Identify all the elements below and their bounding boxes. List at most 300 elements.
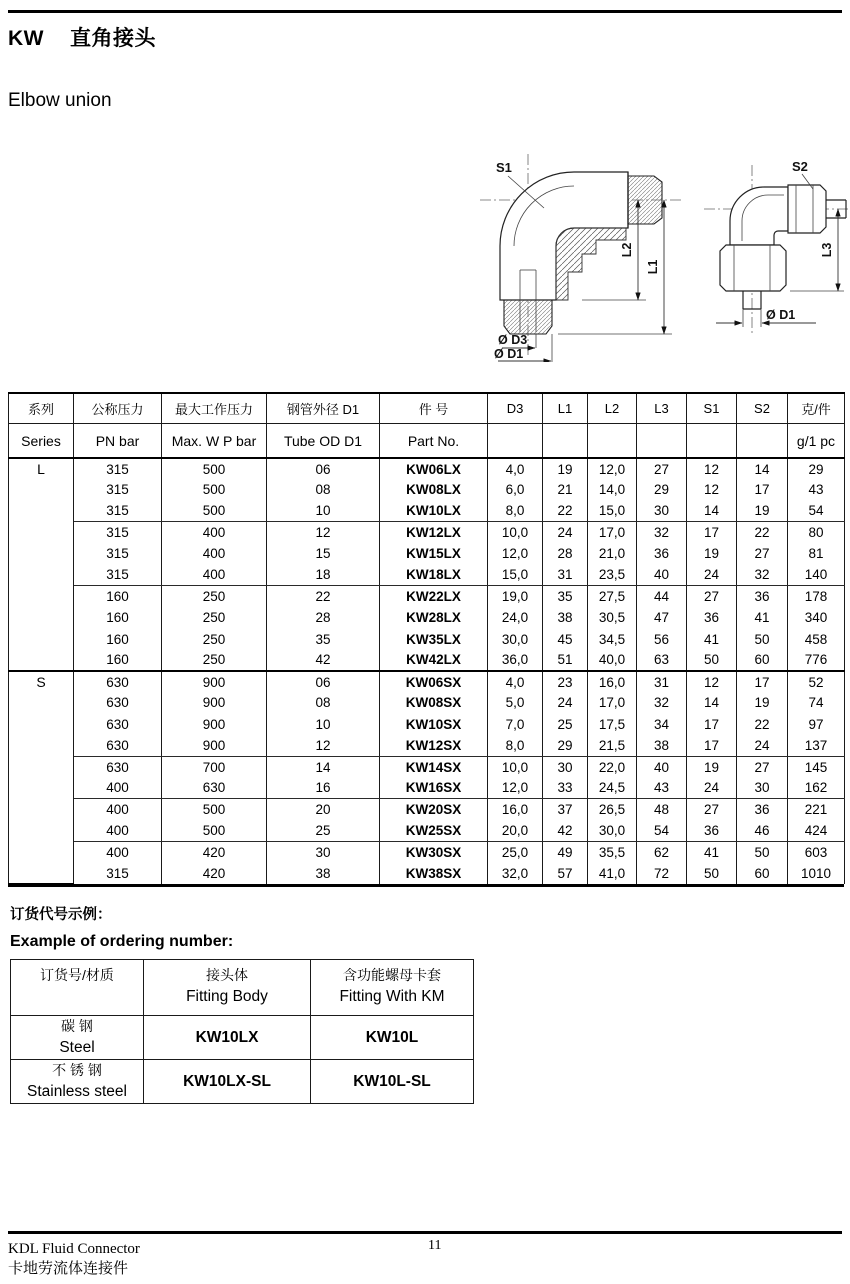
- spec-value-cell: 29: [543, 735, 588, 756]
- spec-value-cell: 5,0: [488, 692, 543, 713]
- spec-value-cell: 27: [687, 799, 737, 820]
- part-no-cell: KW08SX: [380, 692, 488, 713]
- col-maxwp-zh: 最大工作压力: [162, 393, 267, 424]
- material-cell: [11, 1016, 144, 1060]
- spec-value-cell: 38: [543, 607, 588, 628]
- spec-table: [8, 392, 845, 885]
- spec-value-cell: 42: [543, 820, 588, 841]
- col-pn-zh: 公称压力: [74, 393, 162, 424]
- spec-value-cell: 45: [543, 628, 588, 649]
- col-l1-en: [543, 424, 588, 459]
- spec-row: [9, 671, 845, 692]
- spec-value-cell: 14: [687, 501, 737, 522]
- spec-value-cell: 250: [162, 650, 267, 671]
- elbow-assembly-drawing: [700, 157, 850, 339]
- elbow-body-outline: [730, 187, 788, 245]
- fitting-body-cell: KW10LX: [144, 1016, 311, 1060]
- spec-value-cell: 12: [687, 671, 737, 692]
- spec-value-cell: 29: [788, 458, 845, 479]
- spec-value-cell: 14: [687, 692, 737, 713]
- spec-value-cell: 49: [543, 841, 588, 862]
- spec-value-cell: 35: [267, 628, 380, 649]
- spec-value-cell: 80: [788, 522, 845, 543]
- label-d1: Ø D1: [494, 347, 524, 361]
- elbow-section-drawing: [478, 150, 690, 362]
- spec-row: [9, 692, 845, 713]
- part-no-cell: KW15LX: [380, 543, 488, 564]
- spec-row: [9, 735, 845, 756]
- spec-value-cell: 24: [543, 692, 588, 713]
- spec-row: [9, 479, 845, 500]
- spec-value-cell: 27: [637, 458, 687, 479]
- spec-value-cell: 21,0: [588, 543, 637, 564]
- spec-value-cell: 40,0: [588, 650, 637, 671]
- page-number: 11: [428, 1238, 442, 1253]
- spec-value-cell: 27: [737, 543, 788, 564]
- spec-value-cell: 776: [788, 650, 845, 671]
- spec-value-cell: 50: [737, 841, 788, 862]
- spec-value-cell: 900: [162, 671, 267, 692]
- spec-value-cell: 06: [267, 458, 380, 479]
- spec-value-cell: 19: [687, 543, 737, 564]
- spec-value-cell: 17: [737, 671, 788, 692]
- spec-value-cell: 41: [687, 628, 737, 649]
- spec-value-cell: 424: [788, 820, 845, 841]
- spec-row: [9, 586, 845, 607]
- table-bottom-rule: [8, 884, 844, 888]
- technical-drawings: [470, 145, 850, 375]
- part-no-cell: KW42LX: [380, 650, 488, 671]
- spec-value-cell: 74: [788, 692, 845, 713]
- material-zh: 碳 钢: [61, 1018, 93, 1034]
- spec-value-cell: 500: [162, 799, 267, 820]
- order-col-km: [311, 960, 474, 1016]
- spec-row: [9, 841, 845, 862]
- spec-row: [9, 522, 845, 543]
- spec-value-cell: 10,0: [488, 522, 543, 543]
- spec-value-cell: 60: [737, 650, 788, 671]
- footer-company-en: KDL Fluid Connector: [8, 1241, 140, 1257]
- male-thread-right: [628, 176, 662, 224]
- spec-value-cell: 420: [162, 841, 267, 862]
- spec-value-cell: 7,0: [488, 714, 543, 735]
- spec-value-cell: 25: [543, 714, 588, 735]
- spec-value-cell: 178: [788, 586, 845, 607]
- spec-value-cell: 57: [543, 863, 588, 884]
- ordering-section: [10, 903, 480, 1104]
- col-l3-en: [637, 424, 687, 459]
- spec-value-cell: 315: [74, 522, 162, 543]
- order-col-material: [11, 960, 144, 1016]
- spec-value-cell: 315: [74, 564, 162, 585]
- spec-value-cell: 35,5: [588, 841, 637, 862]
- spec-value-cell: 315: [74, 458, 162, 479]
- spec-value-cell: 63: [637, 650, 687, 671]
- spec-value-cell: 22: [737, 522, 788, 543]
- spec-value-cell: 17,5: [588, 714, 637, 735]
- spec-value-cell: 25,0: [488, 841, 543, 862]
- order-col-body-zh: 接头体: [206, 967, 248, 983]
- spec-value-cell: 41: [687, 841, 737, 862]
- spec-value-cell: 30,0: [588, 820, 637, 841]
- col-d3-en: [488, 424, 543, 459]
- spec-value-cell: 140: [788, 564, 845, 585]
- spec-value-cell: 400: [74, 799, 162, 820]
- order-col-km-zh: 含功能螺母卡套: [343, 967, 441, 983]
- ordering-row-stainless: [11, 1060, 474, 1104]
- spec-row: [9, 607, 845, 628]
- spec-value-cell: 36: [737, 799, 788, 820]
- spec-header-en-row: [9, 424, 845, 459]
- ordering-title-en: Example of ordering number:: [10, 933, 234, 950]
- spec-value-cell: 19: [543, 458, 588, 479]
- spec-row: [9, 714, 845, 735]
- spec-value-cell: 1010: [788, 863, 845, 884]
- spec-value-cell: 32,0: [488, 863, 543, 884]
- col-partno-zh: 件 号: [380, 393, 488, 424]
- nut-right: [788, 185, 826, 233]
- spec-row: [9, 756, 845, 777]
- material-en: Stainless steel: [27, 1083, 127, 1100]
- spec-value-cell: 21: [543, 479, 588, 500]
- spec-value-cell: 46: [737, 820, 788, 841]
- spec-value-cell: 250: [162, 607, 267, 628]
- label-l1: L1: [646, 259, 660, 275]
- spec-header-zh-row: [9, 393, 845, 424]
- col-s1: S1: [687, 393, 737, 424]
- spec-table-body: [9, 458, 845, 884]
- part-no-cell: KW20SX: [380, 799, 488, 820]
- spec-value-cell: 27,5: [588, 586, 637, 607]
- spec-value-cell: 14: [267, 756, 380, 777]
- spec-table-wrap: [8, 392, 844, 887]
- spec-value-cell: 38: [267, 863, 380, 884]
- spec-value-cell: 36: [687, 820, 737, 841]
- spec-value-cell: 10: [267, 714, 380, 735]
- page-title-zh: 直角接头: [70, 27, 156, 50]
- spec-value-cell: 12: [267, 735, 380, 756]
- spec-value-cell: 30,0: [488, 628, 543, 649]
- spec-value-cell: 8,0: [488, 735, 543, 756]
- col-l3: L3: [637, 393, 687, 424]
- spec-value-cell: 22: [543, 501, 588, 522]
- spec-value-cell: 54: [788, 501, 845, 522]
- spec-value-cell: 315: [74, 501, 162, 522]
- spec-value-cell: 43: [788, 479, 845, 500]
- spec-value-cell: 10: [267, 501, 380, 522]
- spec-value-cell: 23,5: [588, 564, 637, 585]
- spec-value-cell: 24,5: [588, 777, 637, 798]
- part-no-cell: KW28LX: [380, 607, 488, 628]
- col-series-zh: 系列: [9, 393, 74, 424]
- spec-value-cell: 06: [267, 671, 380, 692]
- part-no-cell: KW10LX: [380, 501, 488, 522]
- spec-value-cell: 32: [737, 564, 788, 585]
- spec-value-cell: 08: [267, 479, 380, 500]
- spec-value-cell: 420: [162, 863, 267, 884]
- spec-value-cell: 12,0: [588, 458, 637, 479]
- part-no-cell: KW10SX: [380, 714, 488, 735]
- spec-value-cell: 15,0: [588, 501, 637, 522]
- spec-value-cell: 54: [637, 820, 687, 841]
- spec-value-cell: 14: [737, 458, 788, 479]
- series-label-cell: S: [9, 671, 74, 884]
- spec-value-cell: 47: [637, 607, 687, 628]
- spec-value-cell: 22,0: [588, 756, 637, 777]
- spec-value-cell: 400: [162, 564, 267, 585]
- part-no-cell: KW12LX: [380, 522, 488, 543]
- spec-value-cell: 17,0: [588, 692, 637, 713]
- spec-value-cell: 315: [74, 863, 162, 884]
- spec-row: [9, 650, 845, 671]
- spec-value-cell: 12,0: [488, 543, 543, 564]
- spec-value-cell: 900: [162, 714, 267, 735]
- spec-value-cell: 160: [74, 607, 162, 628]
- spec-value-cell: 400: [162, 522, 267, 543]
- part-no-cell: KW16SX: [380, 777, 488, 798]
- col-l2-en: [588, 424, 637, 459]
- spec-value-cell: 30,5: [588, 607, 637, 628]
- col-l1: L1: [543, 393, 588, 424]
- spec-value-cell: 630: [74, 671, 162, 692]
- label-l2: L2: [620, 242, 634, 258]
- male-thread-bottom: [504, 300, 552, 334]
- spec-value-cell: 12: [267, 522, 380, 543]
- col-maxwp-en: Max. W P bar: [162, 424, 267, 459]
- footer-company-zh: 卡地劳流体连接件: [8, 1261, 129, 1277]
- spec-value-cell: 340: [788, 607, 845, 628]
- fitting-body-cell: KW10LX-SL: [144, 1060, 311, 1104]
- spec-value-cell: 31: [543, 564, 588, 585]
- spec-value-cell: 38: [637, 735, 687, 756]
- spec-value-cell: 44: [637, 586, 687, 607]
- spec-value-cell: 56: [637, 628, 687, 649]
- spec-value-cell: 34,5: [588, 628, 637, 649]
- spec-value-cell: 630: [74, 735, 162, 756]
- spec-value-cell: 97: [788, 714, 845, 735]
- part-no-cell: KW35LX: [380, 628, 488, 649]
- spec-value-cell: 81: [788, 543, 845, 564]
- spec-value-cell: 36,0: [488, 650, 543, 671]
- spec-row: [9, 564, 845, 585]
- spec-value-cell: 16,0: [488, 799, 543, 820]
- spec-value-cell: 37: [543, 799, 588, 820]
- spec-value-cell: 12: [687, 458, 737, 479]
- spec-value-cell: 33: [543, 777, 588, 798]
- spec-value-cell: 24: [737, 735, 788, 756]
- part-no-cell: KW38SX: [380, 863, 488, 884]
- spec-value-cell: 400: [74, 777, 162, 798]
- col-s2: S2: [737, 393, 788, 424]
- col-weight-en: g/1 pc: [788, 424, 845, 459]
- spec-value-cell: 28: [543, 543, 588, 564]
- spec-value-cell: 50: [737, 628, 788, 649]
- footer-rule: [8, 1231, 842, 1234]
- spec-value-cell: 162: [788, 777, 845, 798]
- spec-value-cell: 400: [74, 820, 162, 841]
- spec-value-cell: 50: [687, 863, 737, 884]
- spec-row: [9, 458, 845, 479]
- spec-value-cell: 27: [737, 756, 788, 777]
- spec-value-cell: 35: [543, 586, 588, 607]
- spec-value-cell: 700: [162, 756, 267, 777]
- spec-value-cell: 500: [162, 458, 267, 479]
- spec-value-cell: 315: [74, 479, 162, 500]
- spec-value-cell: 603: [788, 841, 845, 862]
- label-d3: Ø D3: [498, 333, 528, 347]
- col-l2: L2: [588, 393, 637, 424]
- material-zh: 不 锈 钢: [52, 1062, 102, 1078]
- section-hatch: [556, 228, 626, 300]
- spec-value-cell: 36: [737, 586, 788, 607]
- part-no-cell: KW14SX: [380, 756, 488, 777]
- part-no-cell: KW22LX: [380, 586, 488, 607]
- spec-value-cell: 30: [637, 501, 687, 522]
- label-d1: Ø D1: [766, 308, 796, 322]
- col-d3: D3: [488, 393, 543, 424]
- spec-value-cell: 32: [637, 522, 687, 543]
- nut-bottom: [720, 245, 786, 291]
- spec-value-cell: 630: [162, 777, 267, 798]
- spec-value-cell: 20,0: [488, 820, 543, 841]
- spec-value-cell: 16: [267, 777, 380, 798]
- spec-value-cell: 27: [687, 586, 737, 607]
- spec-value-cell: 29: [637, 479, 687, 500]
- spec-value-cell: 630: [74, 756, 162, 777]
- spec-value-cell: 12,0: [488, 777, 543, 798]
- ordering-title-zh: 订货代号示例：: [10, 907, 112, 923]
- spec-value-cell: 40: [637, 564, 687, 585]
- ordering-table: [10, 959, 474, 1104]
- spec-value-cell: 630: [74, 692, 162, 713]
- col-tubeod-en: Tube OD D1: [267, 424, 380, 459]
- spec-value-cell: 24: [687, 777, 737, 798]
- part-no-cell: KW06LX: [380, 458, 488, 479]
- spec-row: [9, 799, 845, 820]
- spec-value-cell: 30: [737, 777, 788, 798]
- spec-value-cell: 500: [162, 479, 267, 500]
- spec-value-cell: 24: [543, 522, 588, 543]
- label-l3: L3: [820, 242, 834, 258]
- spec-value-cell: 400: [74, 841, 162, 862]
- spec-value-cell: 17: [687, 522, 737, 543]
- spec-value-cell: 4,0: [488, 458, 543, 479]
- spec-value-cell: 19,0: [488, 586, 543, 607]
- part-no-cell: KW30SX: [380, 841, 488, 862]
- material-cell: [11, 1060, 144, 1104]
- spec-row: [9, 863, 845, 884]
- label-s2: S2: [792, 159, 808, 174]
- spec-value-cell: 19: [737, 692, 788, 713]
- spec-value-cell: 160: [74, 586, 162, 607]
- spec-value-cell: 28: [267, 607, 380, 628]
- spec-value-cell: 60: [737, 863, 788, 884]
- spec-value-cell: 72: [637, 863, 687, 884]
- spec-value-cell: 400: [162, 543, 267, 564]
- spec-value-cell: 500: [162, 501, 267, 522]
- spec-value-cell: 41: [737, 607, 788, 628]
- order-col-km-en: Fitting With KM: [339, 988, 445, 1005]
- ordering-header-row: [11, 960, 474, 1016]
- part-no-cell: KW25SX: [380, 820, 488, 841]
- spec-value-cell: 24: [687, 564, 737, 585]
- spec-value-cell: 15: [267, 543, 380, 564]
- order-col-material-zh: 订货号/材质: [40, 967, 114, 983]
- spec-value-cell: 137: [788, 735, 845, 756]
- spec-value-cell: 4,0: [488, 671, 543, 692]
- col-partno-en: Part No.: [380, 424, 488, 459]
- top-rule: [8, 10, 842, 13]
- material-en: Steel: [59, 1039, 95, 1056]
- spec-value-cell: 22: [267, 586, 380, 607]
- spec-value-cell: 23: [543, 671, 588, 692]
- spec-value-cell: 160: [74, 628, 162, 649]
- spec-row: [9, 628, 845, 649]
- page-title: [8, 22, 156, 52]
- part-no-cell: KW18LX: [380, 564, 488, 585]
- spec-value-cell: 250: [162, 586, 267, 607]
- spec-value-cell: 19: [687, 756, 737, 777]
- spec-value-cell: 14,0: [588, 479, 637, 500]
- spec-value-cell: 221: [788, 799, 845, 820]
- fitting-with-km-cell: KW10L-SL: [311, 1060, 474, 1104]
- spec-value-cell: 15,0: [488, 564, 543, 585]
- spec-value-cell: 16,0: [588, 671, 637, 692]
- order-col-body-en: Fitting Body: [186, 988, 268, 1005]
- fitting-with-km-cell: KW10L: [311, 1016, 474, 1060]
- spec-value-cell: 42: [267, 650, 380, 671]
- spec-value-cell: 26,5: [588, 799, 637, 820]
- spec-value-cell: 160: [74, 650, 162, 671]
- spec-value-cell: 17: [687, 714, 737, 735]
- spec-value-cell: 12: [687, 479, 737, 500]
- spec-row: [9, 820, 845, 841]
- spec-value-cell: 18: [267, 564, 380, 585]
- part-no-cell: KW08LX: [380, 479, 488, 500]
- col-series-en: Series: [9, 424, 74, 459]
- spec-value-cell: 48: [637, 799, 687, 820]
- spec-value-cell: 900: [162, 735, 267, 756]
- spec-value-cell: 17: [687, 735, 737, 756]
- part-no-cell: KW06SX: [380, 671, 488, 692]
- spec-value-cell: 43: [637, 777, 687, 798]
- spec-value-cell: 22: [737, 714, 788, 735]
- spec-value-cell: 41,0: [588, 863, 637, 884]
- spec-value-cell: 34: [637, 714, 687, 735]
- spec-value-cell: 40: [637, 756, 687, 777]
- spec-value-cell: 17: [737, 479, 788, 500]
- spec-value-cell: 458: [788, 628, 845, 649]
- spec-row: [9, 501, 845, 522]
- spec-value-cell: 36: [637, 543, 687, 564]
- spec-value-cell: 36: [687, 607, 737, 628]
- spec-value-cell: 30: [543, 756, 588, 777]
- spec-row: [9, 777, 845, 798]
- col-tubeod-zh: 钢管外径 D1: [267, 393, 380, 424]
- spec-value-cell: 30: [267, 841, 380, 862]
- col-s2-en: [737, 424, 788, 459]
- col-pn-en: PN bar: [74, 424, 162, 459]
- part-no-cell: KW12SX: [380, 735, 488, 756]
- spec-value-cell: 32: [637, 692, 687, 713]
- spec-value-cell: 21,5: [588, 735, 637, 756]
- label-s1: S1: [496, 160, 512, 175]
- series-code: KW: [8, 27, 44, 50]
- product-name-en: Elbow union: [8, 90, 112, 111]
- spec-value-cell: 51: [543, 650, 588, 671]
- spec-value-cell: 08: [267, 692, 380, 713]
- spec-value-cell: 10,0: [488, 756, 543, 777]
